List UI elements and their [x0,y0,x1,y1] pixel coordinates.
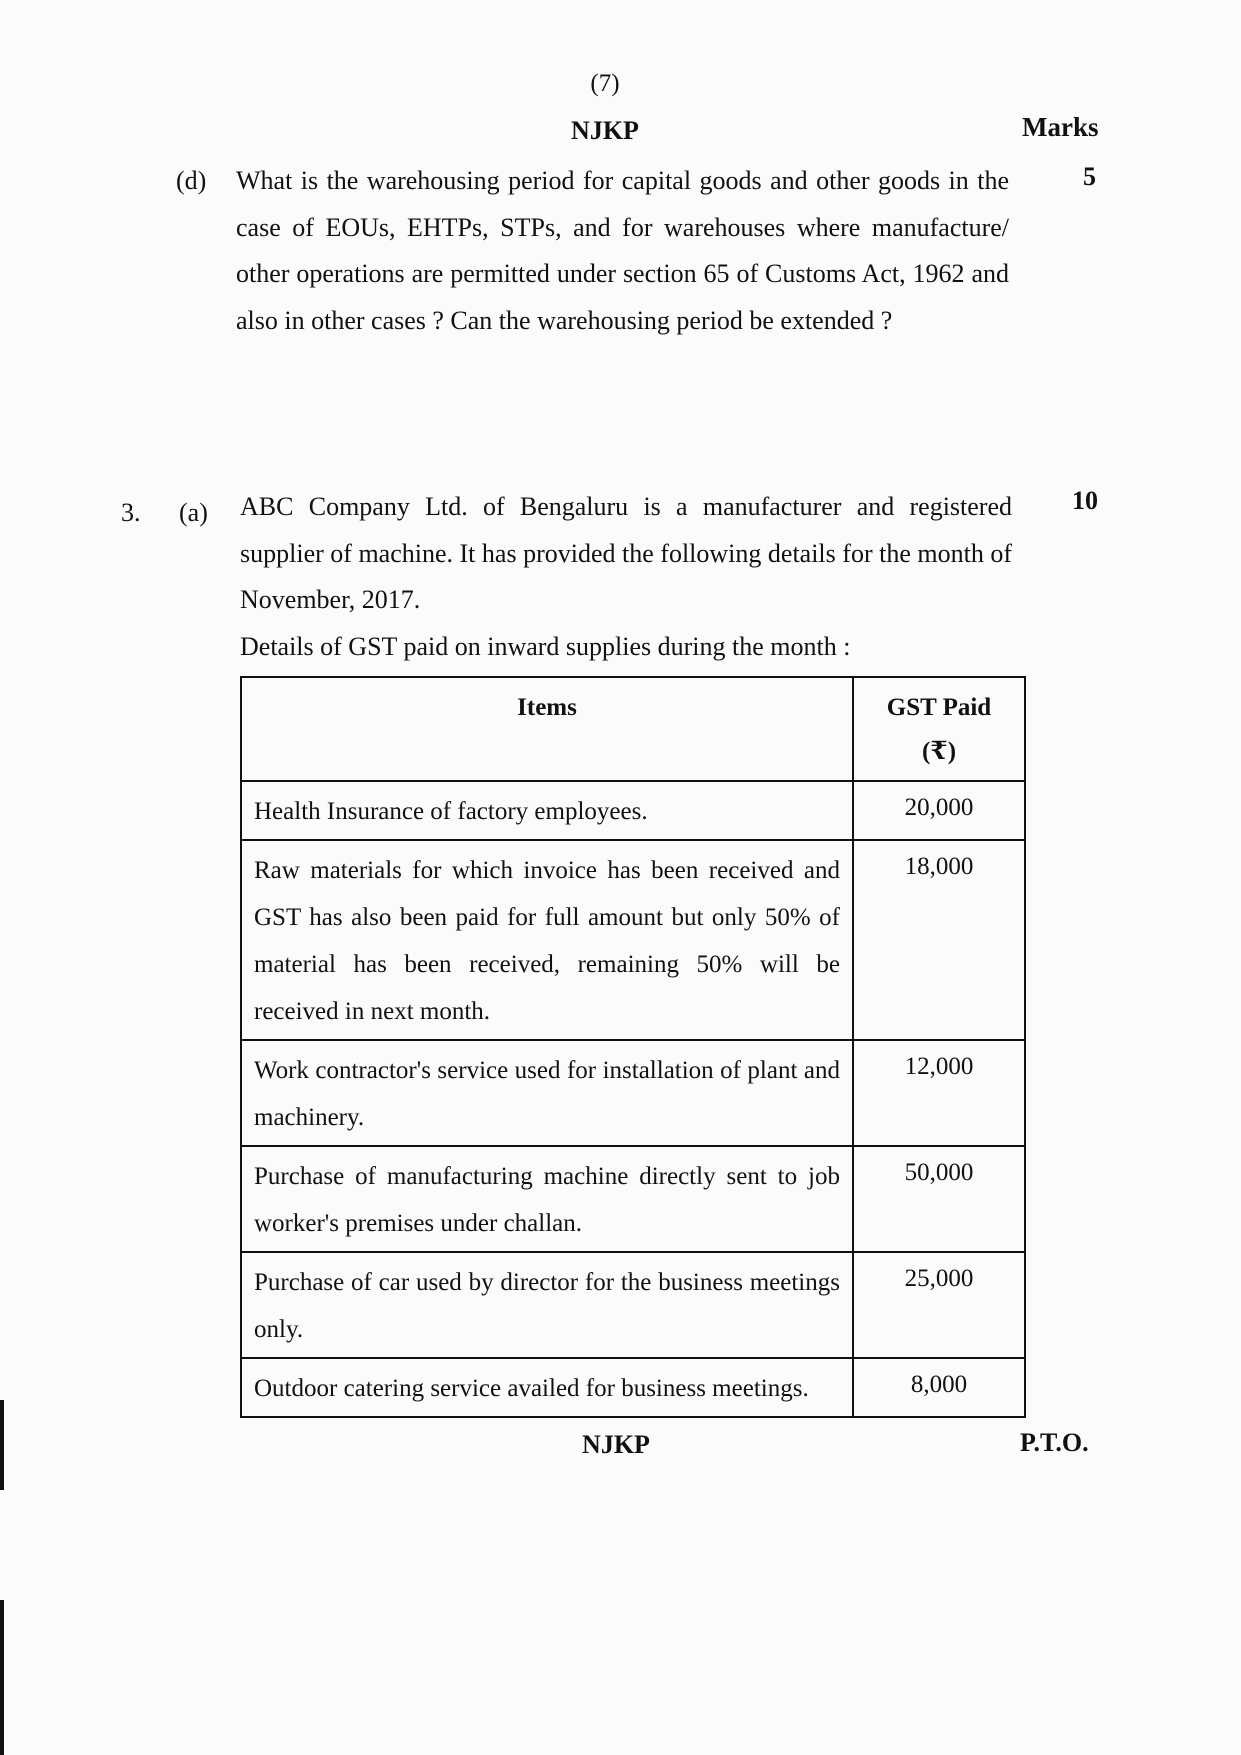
row-gst-amount: 18,000 [853,840,1025,1040]
marks-column-title: Marks [1022,112,1099,142]
items-header-label: Items [517,694,577,721]
please-turn-over: P.T.O. [1020,1428,1089,1457]
row-gst-amount: 12,000 [853,1040,1025,1146]
gst-paid-unit: (₹) [921,738,957,765]
gst-paid-column-header [853,677,1025,781]
page-number: (7) [590,70,620,97]
table-row [241,1358,1025,1417]
row-item: Work contractor's service used for installation of plant and machinery. [241,1040,853,1146]
row-gst-amount: 25,000 [853,1252,1025,1358]
table-row [241,840,1025,1040]
table-header-row [241,677,1025,781]
table-row [241,781,1025,840]
table-row [241,1252,1025,1358]
row-item: Health Insurance of factory employees. [241,781,853,840]
question-2d-label: (d) [176,166,207,195]
header-paper-code: NJKP [571,116,639,145]
binding-margin-line-lower [0,1600,4,1755]
question-2d-text: What is the warehousing period for capital goods and other goods in the case of EOUs, EHTPs, STPs, and for warehouses where manufacture/ other operations are permitted under section 65 of Customs Act, 1962 and also in other cases ? Can the warehousing period be extended ? [236,166,1009,335]
question-2d-marks: 5 [1083,162,1096,191]
row-item: Outdoor catering service availed for business meetings. [241,1358,853,1417]
row-item: Purchase of car used by director for the business meetings only. [241,1252,853,1358]
gst-inward-supplies-table [240,676,1026,1418]
row-gst-amount: 8,000 [853,1358,1025,1417]
question-3a-text: ABC Company Ltd. of Bengaluru is a manufacturer and registered supplier of machine. It has provided the following details for the month of November, 2017. [240,492,1012,614]
table-row [241,1146,1025,1252]
table-row [241,1040,1025,1146]
row-gst-amount: 20,000 [853,781,1025,840]
question-3a-marks: 10 [1072,486,1098,515]
footer-paper-code: NJKP [582,1430,650,1459]
row-gst-amount: 50,000 [853,1146,1025,1252]
table-intro: Details of GST paid on inward supplies during the month : [240,632,851,661]
gst-paid-header-label: GST Paid [886,694,992,721]
row-item: Raw materials for which invoice has been received and GST has also been paid for full amount but only 50% of material has been received, remaining 50% will be received in next month. [241,840,853,1040]
row-item: Purchase of manufacturing machine directly sent to job worker's premises under challan. [241,1146,853,1252]
items-column-header [241,677,853,781]
question-3a-label: (a) [179,498,208,527]
question-3-number: 3. [121,498,141,527]
